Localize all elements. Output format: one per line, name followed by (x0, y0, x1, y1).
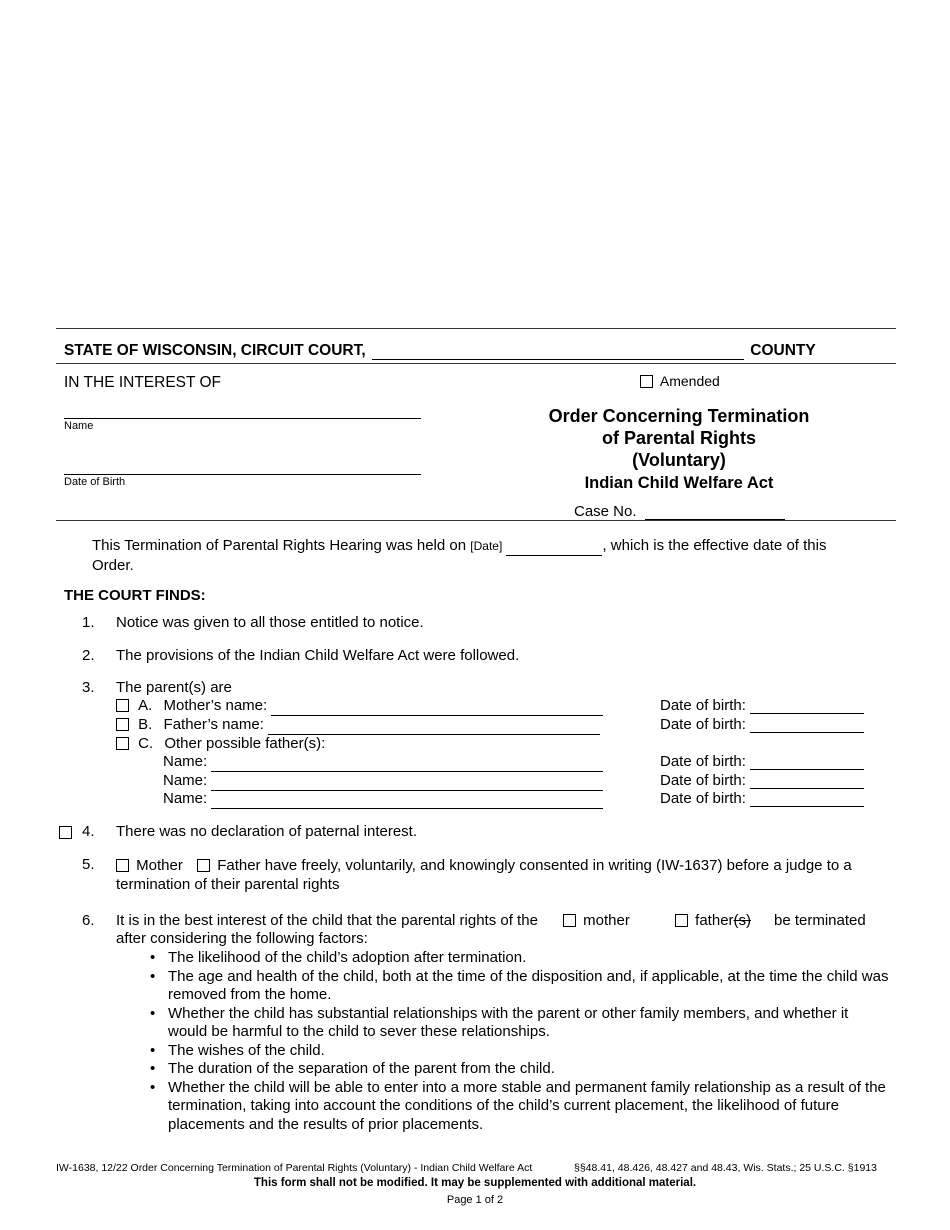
other-father-3-row (163, 790, 603, 809)
title-line-3: (Voluntary) (632, 450, 726, 470)
parent-a-row (116, 697, 603, 716)
other-father-2-row (163, 772, 603, 791)
father-name-field[interactable] (268, 720, 600, 735)
parent-a-dob (660, 697, 864, 714)
terminate-mother-label: mother (583, 912, 630, 929)
item-2-text: The provisions of the Indian Child Welfare Act were followed. (116, 647, 520, 664)
terminate-father-checkbox[interactable] (675, 914, 688, 927)
amended-option[interactable] (640, 373, 720, 389)
other-father-3-label: Name: (163, 790, 208, 807)
item-5-number: 5. (82, 856, 95, 873)
case-no-field[interactable] (645, 505, 785, 520)
factors-list (146, 949, 891, 1134)
intro-text-line2: Order. (92, 557, 134, 574)
item-2-number: 2. (82, 647, 95, 664)
dob-label-c2: Date of birth: (660, 772, 746, 789)
factors-list-wrap (146, 949, 891, 1134)
footer-form-id: IW-1638, 12/22 Order Concerning Termination of Parental Rights (Voluntary) - Indian Child Welfare Act (56, 1162, 533, 1174)
item-6-mother-option (563, 912, 630, 931)
dob-label-c1: Date of birth: (660, 753, 746, 770)
parent-c-letter: C. (138, 735, 154, 752)
intro-text-after: , which is the effective date of this (602, 537, 827, 554)
item-5-text (116, 856, 896, 894)
item-4-text: There was no declaration of paternal interest. (116, 823, 418, 840)
other-father-2-label: Name: (163, 772, 208, 789)
factor-item: • The wishes of the child. (146, 1042, 891, 1061)
item-6-line-2: after considering the following factors: (116, 930, 368, 947)
footer-statutes: §§48.41, 48.426, 48.427 and 48.43, Wis. Stats.; 25 U.S.C. §1913 (574, 1162, 877, 1174)
county-label: COUNTY (750, 342, 816, 359)
item-4-number: 4. (82, 823, 95, 840)
other-father-2-dob (660, 772, 864, 789)
item-3-text: The parent(s) are (116, 679, 232, 696)
dob-label: Date of Birth (64, 476, 126, 488)
county-field[interactable] (372, 345, 744, 360)
father-struck-suffix: (s) (733, 912, 752, 929)
name-label: Name (64, 420, 94, 432)
parent-b-dob (660, 716, 864, 733)
dob-field[interactable] (64, 460, 421, 475)
item-3-number: 3. (82, 679, 95, 696)
parent-c-row (116, 735, 325, 754)
court-prefix: STATE OF WISCONSIN, CIRCUIT COURT, (64, 342, 366, 359)
form-title (514, 405, 844, 471)
item-5-line-1: Father have freely, voluntarily, and knowingly consented in writing (IW-1637) before a judge to a (217, 857, 852, 874)
parent-b-row (116, 716, 600, 735)
item-1-text: Notice was given to all those entitled to notice. (116, 614, 424, 631)
terminate-father-label: father (695, 912, 734, 929)
dob-field-b[interactable] (750, 718, 864, 733)
dob-field-c2[interactable] (750, 774, 864, 789)
name-field[interactable] (64, 404, 421, 419)
header-bottom-rule (56, 520, 896, 521)
amended-label: Amended (659, 373, 720, 389)
other-fathers-label: Other possible father(s): (164, 735, 326, 752)
court-line (64, 342, 816, 360)
title-line-2: of Parental Rights (601, 428, 757, 448)
dob-label-c3: Date of birth: (660, 790, 746, 807)
date-tag: [Date] (470, 539, 503, 553)
item-4-checkbox[interactable] (59, 826, 72, 839)
other-father-1-row (163, 753, 603, 772)
in-interest-label: IN THE INTEREST OF (64, 374, 222, 391)
mother-consent-checkbox[interactable] (116, 859, 129, 872)
findings-heading: THE COURT FINDS: (64, 587, 206, 604)
mother-name-field[interactable] (271, 701, 603, 716)
item-6-father-option (675, 912, 751, 931)
father-name-label: Father’s name: (163, 716, 264, 733)
item-6-number: 6. (82, 912, 95, 929)
mother-name-label: Mother’s name: (163, 697, 268, 714)
parent-c-checkbox[interactable] (116, 737, 129, 750)
other-father-1-dob (660, 753, 864, 770)
father-consent-checkbox[interactable] (197, 859, 210, 872)
factor-item: • The duration of the separation of the parent from the child. (146, 1060, 891, 1079)
case-number (574, 503, 785, 520)
dob-label-a: Date of birth: (660, 697, 746, 714)
item-6-text-pre: It is in the best interest of the child that the parental rights of the (116, 912, 538, 929)
intro-paragraph (92, 536, 872, 575)
terminate-mother-checkbox[interactable] (563, 914, 576, 927)
other-father-1-label: Name: (163, 753, 208, 770)
hearing-date-field[interactable] (506, 541, 602, 556)
other-father-1-field[interactable] (211, 757, 603, 772)
factor-item: • Whether the child has substantial relationships with the parent or other family members, and whether it would be harmful to the child to sever these relationships. (146, 1005, 891, 1042)
factor-item: • The likelihood of the child’s adoption after termination. (146, 949, 891, 968)
dob-field-a[interactable] (750, 699, 864, 714)
factor-item: • The age and health of the child, both at the time of the disposition and, if applicable, at the time the child was removed from the home. (146, 968, 891, 1005)
item-6-text-post: be terminated (774, 912, 866, 929)
dob-field-c3[interactable] (750, 792, 864, 807)
dob-field-c1[interactable] (750, 755, 864, 770)
factor-item: • Whether the child will be able to enter into a more stable and permanent family relationship as a result of the termination, taking into account the conditions of the child’s current placement, the likelihood of future placements and the results of prior placements. (146, 1079, 891, 1135)
footer-notice: This form shall not be modified. It may be supplemented with additional material. (253, 1177, 697, 1189)
top-rule (56, 328, 896, 329)
parent-b-letter: B. (138, 716, 153, 733)
other-father-3-field[interactable] (211, 794, 603, 809)
intro-text-before: This Termination of Parental Rights Hearing was held on (92, 537, 467, 554)
item-5-line-2: termination of their parental rights (116, 876, 340, 893)
title-line-1: Order Concerning Termination (548, 406, 810, 426)
parent-a-letter: A. (138, 697, 153, 714)
parent-a-checkbox[interactable] (116, 699, 129, 712)
other-father-2-field[interactable] (211, 776, 603, 791)
dob-label-b: Date of birth: (660, 716, 746, 733)
case-no-label: Case No. (574, 503, 637, 520)
other-father-3-dob (660, 790, 864, 807)
parent-b-checkbox[interactable] (116, 718, 129, 731)
page-number: Page 1 of 2 (446, 1194, 504, 1206)
mother-consent-label: Mother (136, 857, 183, 874)
amended-checkbox[interactable] (640, 375, 653, 388)
item-1-number: 1. (82, 614, 95, 631)
header-rule (56, 363, 896, 364)
form-subtitle: Indian Child Welfare Act (584, 474, 774, 492)
